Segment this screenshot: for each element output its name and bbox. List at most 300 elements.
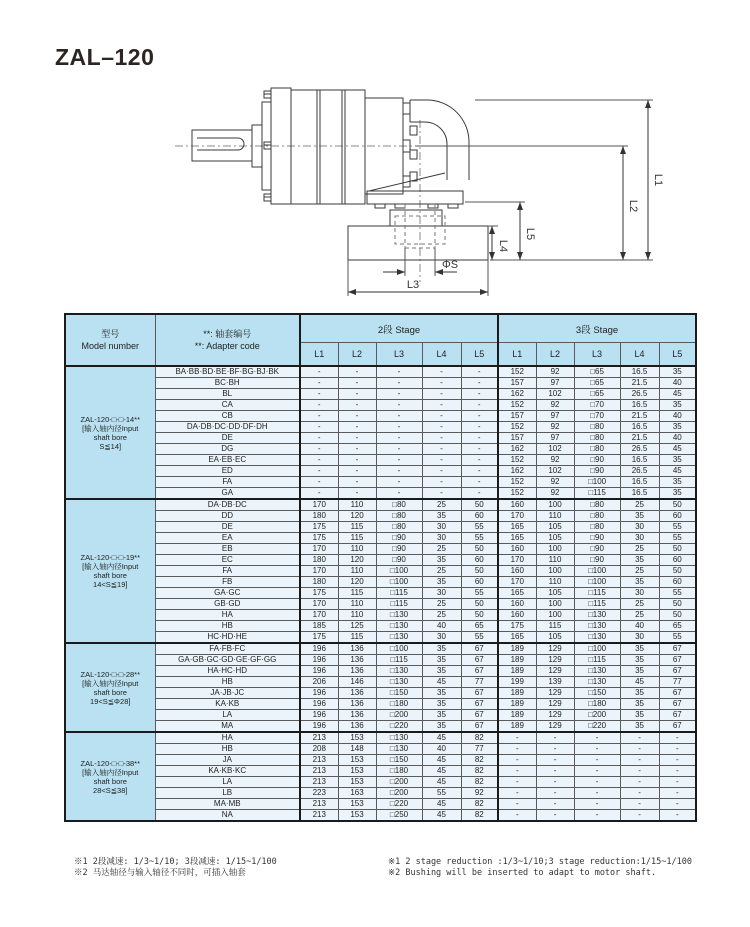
dim-value-cell: 16.5 — [620, 400, 659, 411]
table-row — [65, 744, 696, 755]
table-row — [65, 544, 696, 555]
adapter-code-cell: BA·BB·BD·BE·BF·BG·BJ·BK — [155, 366, 300, 378]
dim-value-cell: - — [620, 788, 659, 799]
dim-value-cell: □90 — [376, 544, 422, 555]
dim-value-cell: 55 — [659, 588, 696, 599]
dim-value-cell: 206 — [300, 677, 338, 688]
dim-value-cell: 45 — [659, 466, 696, 477]
dim-value-cell: 105 — [536, 533, 574, 544]
dim-value-cell: 175 — [300, 588, 338, 599]
dim-value-cell: 35 — [422, 721, 461, 733]
dim-value-cell: - — [300, 433, 338, 444]
dim-value-cell: 35 — [620, 666, 659, 677]
table-row — [65, 389, 696, 400]
dim-value-cell: - — [376, 400, 422, 411]
dim-value-cell: □90 — [574, 455, 620, 466]
adapter-code-cell: HB — [155, 621, 300, 632]
dim-value-cell: 165 — [498, 533, 536, 544]
dim-value-cell: 45 — [422, 755, 461, 766]
dim-value-cell: 67 — [461, 688, 498, 699]
dim-value-cell: □90 — [574, 544, 620, 555]
dim-value-cell: 55 — [461, 588, 498, 599]
dim-value-cell: - — [422, 433, 461, 444]
dim-value-cell: □130 — [574, 610, 620, 621]
dim-value-cell: 16.5 — [620, 455, 659, 466]
dim-value-cell: 50 — [461, 544, 498, 555]
dim-value-cell: 25 — [422, 566, 461, 577]
dim-value-cell: 45 — [659, 444, 696, 455]
dim-value-cell: - — [376, 389, 422, 400]
dim-value-cell: 30 — [422, 522, 461, 533]
dim-value-cell: □130 — [574, 666, 620, 677]
dim-value-cell: 26.5 — [620, 466, 659, 477]
table-row — [65, 422, 696, 433]
dim-value-cell: - — [536, 788, 574, 799]
dim-value-cell: 180 — [300, 577, 338, 588]
adapter-code-cell: HC·HD·HE — [155, 632, 300, 644]
dim-value-cell: - — [536, 732, 574, 744]
dim-value-cell: - — [376, 433, 422, 444]
dim-value-cell: □100 — [574, 577, 620, 588]
adapter-code-cell: GA·GC — [155, 588, 300, 599]
dim-value-cell: □150 — [376, 688, 422, 699]
dim-value-cell: 25 — [620, 499, 659, 511]
adapter-code-cell: FA — [155, 477, 300, 488]
dim-value-cell: □100 — [376, 577, 422, 588]
dim-value-cell: □150 — [376, 755, 422, 766]
dim-value-cell: □130 — [376, 666, 422, 677]
dim-value-cell: 35 — [422, 710, 461, 721]
dim-value-cell: - — [300, 477, 338, 488]
table-row — [65, 610, 696, 621]
dim-value-cell: 213 — [300, 777, 338, 788]
adapter-code-cell: FB — [155, 577, 300, 588]
dim-value-cell: 82 — [461, 732, 498, 744]
dim-value-cell: 160 — [498, 499, 536, 511]
page-title: ZAL–120 — [55, 44, 155, 70]
dim-value-cell: 67 — [659, 688, 696, 699]
dim-value-cell: 67 — [659, 699, 696, 710]
dim-value-cell: - — [300, 400, 338, 411]
table-row — [65, 688, 696, 699]
dim-value-cell: - — [376, 455, 422, 466]
dim-value-cell: 105 — [536, 632, 574, 644]
group-header-3stage: 3段 Stage — [498, 314, 696, 343]
dim-value-cell: - — [422, 444, 461, 455]
dim-value-cell: 35 — [620, 655, 659, 666]
table-row — [65, 599, 696, 610]
dim-value-cell: 110 — [338, 544, 376, 555]
dim-value-cell: 120 — [338, 577, 376, 588]
dim-value-cell: - — [574, 766, 620, 777]
dim-value-cell: 92 — [536, 366, 574, 378]
dim-value-cell: - — [422, 400, 461, 411]
dim-value-cell: 30 — [620, 522, 659, 533]
dim-value-cell: 196 — [300, 688, 338, 699]
dim-value-cell: □180 — [574, 699, 620, 710]
dim-value-cell: - — [422, 466, 461, 477]
dim-value-cell: - — [536, 799, 574, 810]
dim-label-l3: L3 — [406, 279, 420, 291]
table-row — [65, 810, 696, 822]
dim-value-cell: □130 — [574, 621, 620, 632]
dim-value-cell: 170 — [300, 566, 338, 577]
dim-value-cell: □220 — [376, 721, 422, 733]
dim-value-cell: - — [300, 378, 338, 389]
model-number-cell: ZAL-120-□-□-19** [输入轴内径Input shaft bore 14<S≦19] — [65, 499, 155, 643]
adapter-code-cell: EC — [155, 555, 300, 566]
dim-value-cell: 45 — [659, 389, 696, 400]
dim-value-cell: - — [338, 433, 376, 444]
model-number-cell: ZAL-120-□-□-14** [输入轴内径Input shaft bore S≦14] — [65, 366, 155, 499]
adapter-code-cell: HA·HC·HD — [155, 666, 300, 677]
table-row — [65, 588, 696, 599]
dim-value-cell: □65 — [574, 378, 620, 389]
dim-value-cell: - — [300, 422, 338, 433]
dim-value-cell: 50 — [659, 499, 696, 511]
dim-value-cell: 55 — [461, 632, 498, 644]
dim-value-cell: - — [574, 799, 620, 810]
dim-value-cell: 189 — [498, 666, 536, 677]
dim-value-cell: 175 — [300, 632, 338, 644]
model-number-cell: ZAL-120-□-□-38** [输入轴内径Input shaft bore 28<S≦38] — [65, 732, 155, 821]
dim-value-cell: - — [498, 777, 536, 788]
dim-value-cell: 165 — [498, 588, 536, 599]
dim-value-cell: □70 — [574, 400, 620, 411]
dim-value-cell: 213 — [300, 799, 338, 810]
dim-value-cell: 136 — [338, 666, 376, 677]
dim-value-cell: 136 — [338, 655, 376, 666]
dim-value-cell: □130 — [376, 610, 422, 621]
dim-value-cell: - — [338, 366, 376, 378]
dim-value-cell: 129 — [536, 710, 574, 721]
adapter-code-cell: JA·JB·JC — [155, 688, 300, 699]
adapter-code-cell: DE — [155, 522, 300, 533]
dim-value-cell: - — [338, 389, 376, 400]
dim-value-cell: □130 — [574, 677, 620, 688]
table-row — [65, 699, 696, 710]
table-row — [65, 577, 696, 588]
dim-value-cell: □200 — [376, 777, 422, 788]
dim-value-cell: 180 — [300, 555, 338, 566]
dim-value-cell: 199 — [498, 677, 536, 688]
dim-value-cell: 129 — [536, 699, 574, 710]
dim-value-cell: - — [300, 455, 338, 466]
model-number-cell: ZAL-120-□-□-28** [输入轴内径Input shaft bore 19<S≦Φ28] — [65, 643, 155, 732]
footnote-en-2: ※2 Bushing will be inserted to adapt to motor shaft. — [388, 868, 657, 878]
dim-value-cell: 162 — [498, 389, 536, 400]
adapter-code-cell: MA·MB — [155, 799, 300, 810]
dim-value-cell: 152 — [498, 422, 536, 433]
dim-value-cell: □130 — [376, 744, 422, 755]
dim-value-cell: - — [659, 810, 696, 822]
dim-value-cell: 110 — [536, 555, 574, 566]
dim-label-l4: L4 — [497, 239, 509, 253]
dim-value-cell: 162 — [498, 444, 536, 455]
dim-value-cell: - — [620, 766, 659, 777]
dim-value-cell: 196 — [300, 655, 338, 666]
table-row — [65, 566, 696, 577]
dim-value-cell: 67 — [461, 721, 498, 733]
dim-value-cell: 92 — [536, 477, 574, 488]
dim-value-cell: 21.5 — [620, 378, 659, 389]
dim-value-cell: 35 — [422, 666, 461, 677]
dim-value-cell: - — [659, 788, 696, 799]
dim-value-cell: - — [461, 466, 498, 477]
dim-value-cell: - — [536, 810, 574, 822]
dim-value-cell: 50 — [659, 544, 696, 555]
dim-value-cell: 65 — [461, 621, 498, 632]
dim-value-cell: 163 — [338, 788, 376, 799]
adapter-code-cell: LB — [155, 788, 300, 799]
dim-value-cell: □80 — [574, 522, 620, 533]
dim-value-cell: 196 — [300, 710, 338, 721]
dim-value-cell: 136 — [338, 643, 376, 655]
col-header-3stage-l5: L5 — [659, 343, 696, 367]
dim-value-cell: 97 — [536, 411, 574, 422]
dim-value-cell: 35 — [422, 655, 461, 666]
dim-value-cell: 25 — [422, 599, 461, 610]
dim-value-cell: 16.5 — [620, 488, 659, 500]
dim-value-cell: 102 — [536, 389, 574, 400]
dim-value-cell: - — [574, 788, 620, 799]
dim-value-cell: 120 — [338, 555, 376, 566]
dim-value-cell: □200 — [574, 710, 620, 721]
dim-value-cell: - — [422, 389, 461, 400]
dim-value-cell: - — [422, 366, 461, 378]
dim-value-cell: 110 — [338, 599, 376, 610]
adapter-code-cell: HB — [155, 744, 300, 755]
dim-value-cell: - — [300, 411, 338, 422]
dim-value-cell: - — [574, 755, 620, 766]
adapter-code-cell: CB — [155, 411, 300, 422]
table-row — [65, 378, 696, 389]
dim-value-cell: 50 — [659, 610, 696, 621]
dim-value-cell: 139 — [536, 677, 574, 688]
dim-value-cell: 97 — [536, 378, 574, 389]
dim-value-cell: □65 — [574, 366, 620, 378]
dim-value-cell: 153 — [338, 810, 376, 822]
dim-value-cell: 35 — [620, 577, 659, 588]
dim-value-cell: 180 — [300, 511, 338, 522]
table-row — [65, 677, 696, 688]
adapter-code-cell: GA·GB·GC·GD·GE·GF·GG — [155, 655, 300, 666]
dim-value-cell: - — [422, 488, 461, 500]
dim-value-cell: 55 — [659, 632, 696, 644]
table-row — [65, 411, 696, 422]
dim-value-cell: 160 — [498, 599, 536, 610]
dim-value-cell: 170 — [300, 544, 338, 555]
dim-value-cell: 45 — [422, 810, 461, 822]
dim-value-cell: 165 — [498, 632, 536, 644]
dim-value-cell: 102 — [536, 444, 574, 455]
dim-value-cell: - — [498, 810, 536, 822]
dim-value-cell: 189 — [498, 643, 536, 655]
dim-value-cell: 67 — [659, 710, 696, 721]
dim-value-cell: □100 — [574, 566, 620, 577]
dim-value-cell: 25 — [620, 544, 659, 555]
dim-value-cell: 189 — [498, 688, 536, 699]
dim-value-cell: □90 — [574, 466, 620, 477]
dim-value-cell: 16.5 — [620, 477, 659, 488]
dim-value-cell: 45 — [620, 677, 659, 688]
dim-value-cell: 40 — [422, 621, 461, 632]
col-header-3stage-l1: L1 — [498, 343, 536, 367]
dim-value-cell: 105 — [536, 588, 574, 599]
dim-value-cell: - — [620, 777, 659, 788]
dim-value-cell: □130 — [574, 632, 620, 644]
dim-value-cell: 26.5 — [620, 389, 659, 400]
adapter-code-cell: FA·FB·FC — [155, 643, 300, 655]
col-header-3stage-l2: L2 — [536, 343, 574, 367]
adapter-code-cell: DA·DB·DC·DD·DF·DH — [155, 422, 300, 433]
dim-value-cell: 110 — [338, 610, 376, 621]
adapter-code-cell: GB·GD — [155, 599, 300, 610]
dim-value-cell: 35 — [422, 511, 461, 522]
dim-value-cell: 30 — [620, 588, 659, 599]
dim-value-cell: □115 — [376, 655, 422, 666]
dim-value-cell: 92 — [536, 400, 574, 411]
dim-value-cell: 213 — [300, 766, 338, 777]
dim-value-cell: - — [620, 755, 659, 766]
dim-value-cell: 115 — [338, 588, 376, 599]
dim-value-cell: 50 — [461, 599, 498, 610]
dim-value-cell: 102 — [536, 466, 574, 477]
dim-value-cell: - — [376, 378, 422, 389]
table-row — [65, 433, 696, 444]
dim-value-cell: □115 — [574, 655, 620, 666]
col-header-3stage-l4: L4 — [620, 343, 659, 367]
dim-value-cell: - — [422, 378, 461, 389]
dim-value-cell: - — [300, 366, 338, 378]
dim-value-cell: 146 — [338, 677, 376, 688]
dim-value-cell: □100 — [574, 643, 620, 655]
dim-value-cell: 55 — [461, 522, 498, 533]
dim-value-cell: 67 — [461, 655, 498, 666]
adapter-code-cell: EA·EB·EC — [155, 455, 300, 466]
dim-value-cell: 115 — [536, 621, 574, 632]
dim-value-cell: 92 — [536, 422, 574, 433]
table-row — [65, 710, 696, 721]
dim-value-cell: 82 — [461, 755, 498, 766]
dim-value-cell: 110 — [338, 566, 376, 577]
dim-value-cell: □80 — [376, 511, 422, 522]
table-row — [65, 721, 696, 733]
table-row — [65, 755, 696, 766]
dim-value-cell: 60 — [461, 511, 498, 522]
dim-value-cell: 35 — [659, 477, 696, 488]
dim-value-cell: 92 — [536, 455, 574, 466]
col-header-2stage-l3: L3 — [376, 343, 422, 367]
dim-value-cell: 129 — [536, 666, 574, 677]
dim-value-cell: 26.5 — [620, 444, 659, 455]
dim-value-cell: - — [338, 400, 376, 411]
dim-value-cell: 35 — [659, 422, 696, 433]
adapter-code-cell: EA — [155, 533, 300, 544]
dim-value-cell: - — [300, 488, 338, 500]
dim-value-cell: 152 — [498, 400, 536, 411]
dim-value-cell: 110 — [536, 577, 574, 588]
table-row — [65, 632, 696, 644]
dim-value-cell: 170 — [300, 599, 338, 610]
dim-value-cell: - — [536, 744, 574, 755]
dim-value-cell: 50 — [461, 566, 498, 577]
dim-value-cell: 115 — [338, 522, 376, 533]
dim-value-cell: 170 — [498, 511, 536, 522]
dim-value-cell: 55 — [461, 533, 498, 544]
dim-value-cell: □220 — [376, 799, 422, 810]
dim-value-cell: - — [620, 732, 659, 744]
dim-value-cell: □100 — [376, 566, 422, 577]
dim-value-cell: - — [300, 444, 338, 455]
dim-value-cell: 196 — [300, 721, 338, 733]
dim-value-cell: - — [338, 378, 376, 389]
dim-value-cell: □115 — [574, 599, 620, 610]
table-row — [65, 477, 696, 488]
adapter-code-cell: KA·KB — [155, 699, 300, 710]
dim-value-cell: □115 — [376, 588, 422, 599]
dim-value-cell: - — [574, 732, 620, 744]
dim-value-cell: 60 — [659, 511, 696, 522]
adapter-code-cell: HA — [155, 732, 300, 744]
dim-value-cell: 67 — [461, 666, 498, 677]
dim-value-cell: □90 — [376, 533, 422, 544]
dim-value-cell: - — [338, 422, 376, 433]
dim-value-cell: 25 — [422, 499, 461, 511]
footnote-cn-1: ※1 2段减速: 1/3~1/10; 3段减速: 1/15~1/100 — [74, 857, 277, 867]
technical-drawing — [145, 76, 665, 316]
dim-value-cell: 30 — [620, 533, 659, 544]
dim-value-cell: 153 — [338, 755, 376, 766]
adapter-code-cell: BC·BH — [155, 378, 300, 389]
dim-value-cell: □100 — [574, 477, 620, 488]
table-row — [65, 643, 696, 655]
dim-value-cell: □70 — [574, 411, 620, 422]
dim-value-cell: - — [338, 488, 376, 500]
col-header-adapter-cn: **: 轴套编号 — [203, 329, 252, 339]
col-header-adapter — [155, 314, 300, 366]
dim-value-cell: 115 — [338, 632, 376, 644]
dim-value-cell: - — [498, 744, 536, 755]
dim-value-cell: □115 — [574, 488, 620, 500]
dim-value-cell: - — [461, 378, 498, 389]
dim-value-cell: □250 — [376, 810, 422, 822]
dim-value-cell: - — [659, 755, 696, 766]
dim-value-cell: 129 — [536, 643, 574, 655]
table-row — [65, 621, 696, 632]
dim-value-cell: 35 — [422, 643, 461, 655]
dim-value-cell: 30 — [422, 533, 461, 544]
dim-value-cell: 160 — [498, 610, 536, 621]
dim-label-l1: L1 — [652, 173, 664, 187]
dim-value-cell: 35 — [422, 688, 461, 699]
dim-value-cell: 136 — [338, 721, 376, 733]
dim-value-cell: - — [574, 777, 620, 788]
dim-value-cell: 105 — [536, 522, 574, 533]
dim-value-cell: - — [376, 411, 422, 422]
adapter-code-cell: LA — [155, 777, 300, 788]
dim-value-cell: - — [659, 766, 696, 777]
dim-value-cell: 100 — [536, 599, 574, 610]
dim-value-cell: - — [461, 488, 498, 500]
dim-value-cell: - — [338, 411, 376, 422]
dim-value-cell: 45 — [422, 766, 461, 777]
dim-value-cell: 35 — [620, 699, 659, 710]
dim-value-cell: 82 — [461, 766, 498, 777]
dim-value-cell: 110 — [338, 499, 376, 511]
dim-value-cell: 189 — [498, 721, 536, 733]
adapter-code-cell: HA — [155, 610, 300, 621]
